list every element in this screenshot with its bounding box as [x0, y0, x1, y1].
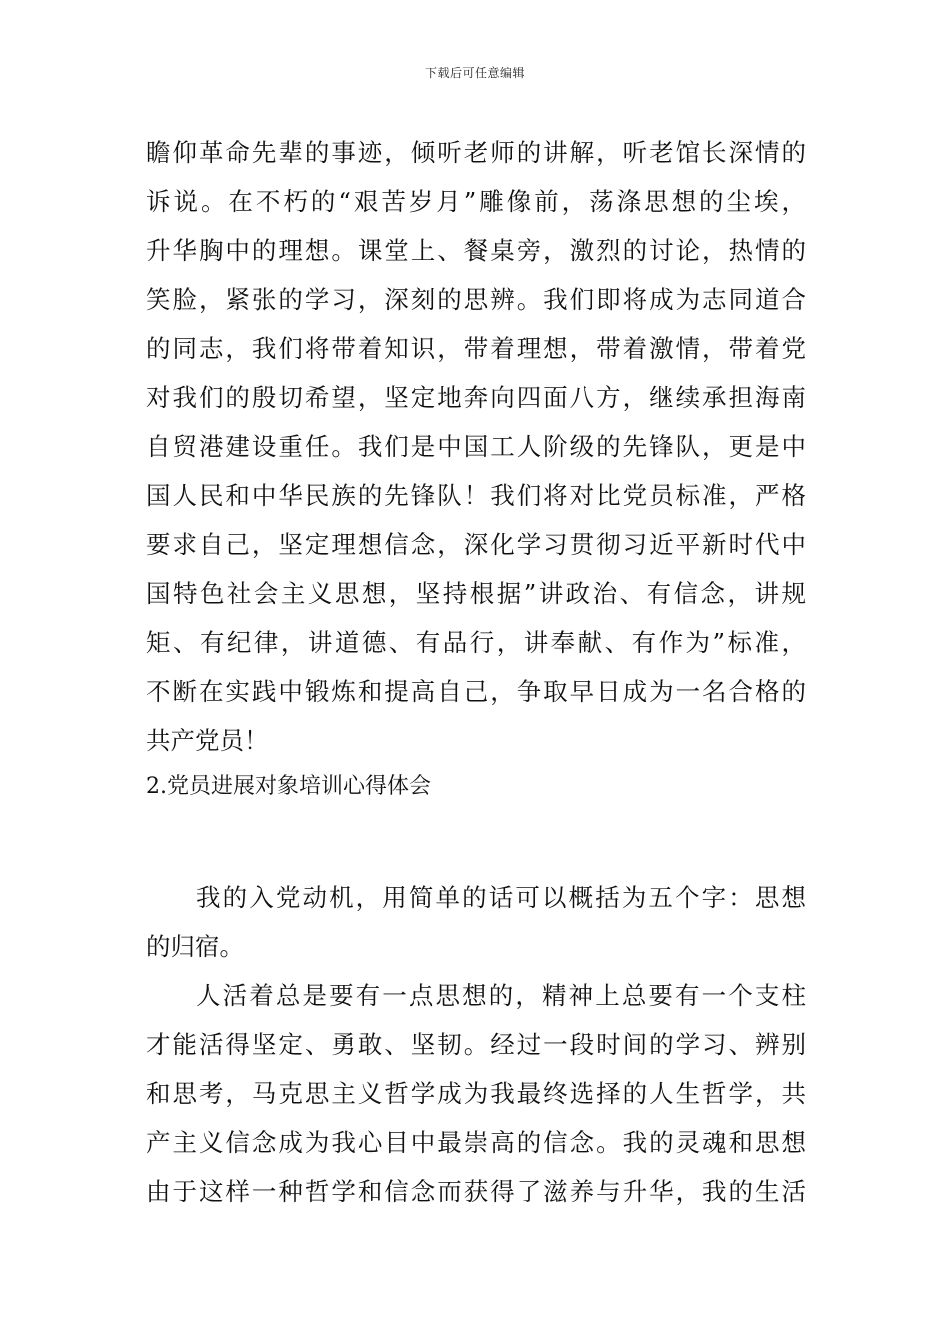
paragraph-motive: [146, 873, 806, 971]
text-line: 共产党员！: [146, 726, 269, 755]
text-line: 不断在实践中锻炼和提高自己，争取早日成为一名合格的: [146, 677, 806, 706]
text-line: 我的入党动机，用简单的话可以概括为五个字：思想: [196, 883, 806, 912]
text-line: 瞻仰革命先辈的事迹，倾听老师的讲解，听老馆长深情的: [146, 138, 806, 167]
text-line: 和思考，马克思主义哲学成为我最终选择的人生哲学，共: [146, 1079, 806, 1108]
text-line: 升华胸中的理想。课堂上、餐桌旁，激烈的讨论，热情的: [146, 236, 806, 265]
text-line: 矩、有纪律，讲道德、有品行，讲奉献、有作为”标准，: [146, 628, 806, 657]
text-line: 的同志，我们将带着知识，带着理想，带着激情，带着党: [146, 334, 806, 363]
text-line: 要求自己，坚定理想信念，深化学习贯彻习近平新时代中: [146, 530, 806, 559]
text-line: 由于这样一种哲学和信念而获得了滋养与升华，我的生活: [146, 1177, 806, 1206]
document-body: [146, 128, 806, 1216]
text-line: 国特色社会主义思想，坚持根据”讲政治、有信念，讲规: [146, 579, 806, 608]
text-line: 自贸港建设重任。我们是中国工人阶级的先锋队，更是中: [146, 432, 806, 461]
header-note: 下载后可任意编辑: [424, 66, 525, 80]
text-line: 人活着总是要有一点思想的，精神上总要有一个支柱: [196, 981, 806, 1010]
text-line: 的归宿。: [146, 932, 244, 961]
paragraph-continued: [146, 128, 806, 765]
paragraph-thought: [146, 971, 806, 1216]
text-line: 诉说。在不朽的“艰苦岁月”雕像前，荡涤思想的尘埃，: [146, 187, 806, 216]
text-line: 笑脸，紧张的学习，深刻的思辨。我们即将成为志同道合: [146, 285, 806, 314]
text-line: 才能活得坚定、勇敢、坚韧。经过一段时间的学习、辨别: [146, 1030, 806, 1059]
text-line: 产主义信念成为我心目中最崇高的信念。我的灵魂和思想: [146, 1128, 806, 1157]
section-heading: 2.党员进展对象培训心得体会: [146, 774, 431, 799]
blank-gap: [146, 809, 806, 873]
text-line: 国人民和中华民族的先锋队！我们将对比党员标准，严格: [146, 481, 806, 510]
text-line: 对我们的殷切希望，坚定地奔向四面八方，继续承担海南: [146, 383, 806, 412]
